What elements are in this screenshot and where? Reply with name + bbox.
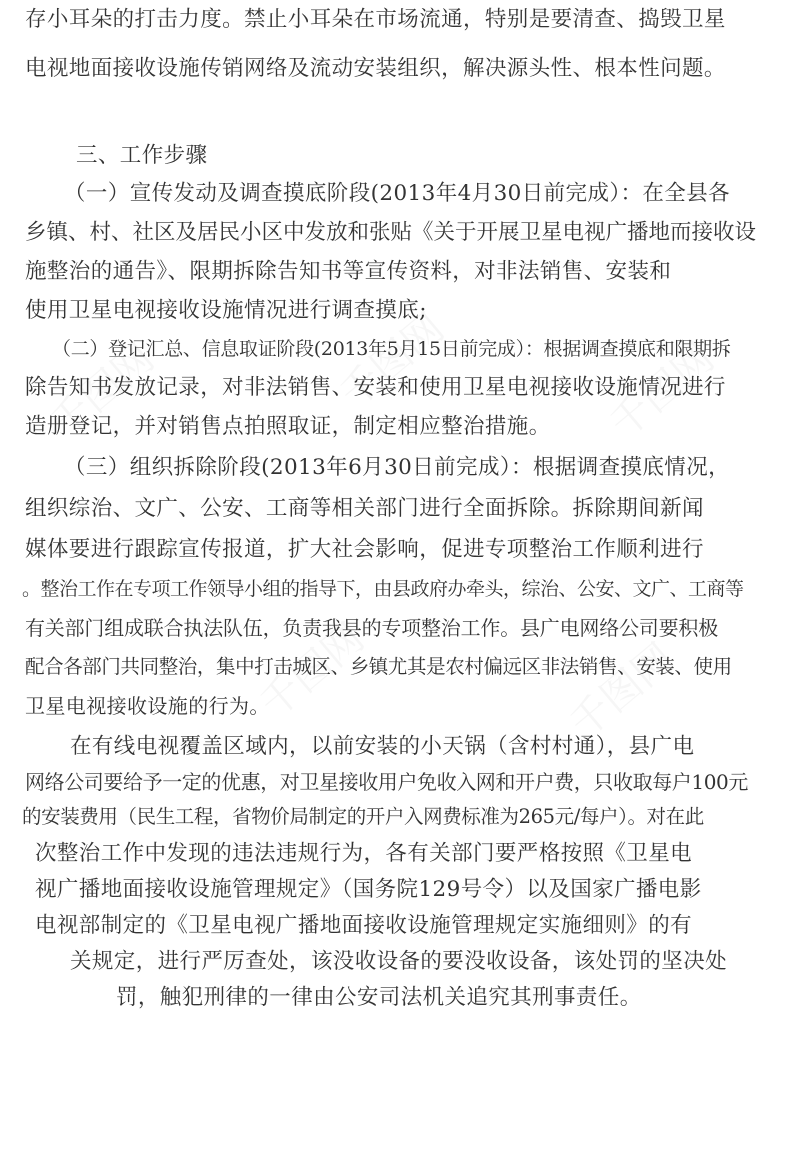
watermark: 千图网 [41, 334, 163, 448]
text-line: 媒体要进行跟踪宣传报道，扩大社会影响，促进专项整治工作顺利进行 [25, 537, 704, 562]
text-line: 存小耳朵的打击力度。禁止小耳朵在市场流通，特别是要清查、捣毁卫星 [25, 7, 726, 32]
text-line: 次整治工作中发现的违法违规行为，各有关部门要严格按照《卫星电 [35, 841, 693, 866]
text-line: 罚，触犯刑律的一律由公安司法机关追究其刑事责任。 [116, 985, 642, 1010]
text-line: 网络公司要给予一定的优惠，对卫星接收用户免收入网和开户费，只收取每户100元 [25, 770, 748, 794]
text-line: 造册登记，并对销售点拍照取证，制定相应整治措施。 [25, 414, 551, 439]
text-line: 关规定，进行严厉查处，该没收设备的要没收设备，该处罚的坚决处 [70, 949, 728, 974]
text-line: 除告知书发放记录，对非法销售、安装和使用卫星电视接收设施情况进行 [25, 375, 726, 400]
text-line: 乡镇、村、社区及居民小区中发放和张贴《关于开展卫星电视广播地而接收设 [25, 220, 757, 245]
text-line: 电视部制定的《卫星电视广播地面接收设施管理规定实施细则》的有 [35, 913, 693, 938]
text-line: （三）组织拆除阶段(2013年6月30日前完成）：根据调查摸底情况， [64, 455, 730, 480]
text-line: 卫星电视接收设施的行为。 [25, 694, 270, 718]
watermark: 千图网 [331, 304, 453, 418]
text-line: 配合各部门共同整治，集中打击城区、乡镇尤其是农村偏远区非法销售、安装、使用 [25, 655, 732, 678]
text-line: 在有线电视覆盖区域内，以前安装的小天锅（含村村通），县广电 [70, 734, 695, 759]
text-line: 视广播地面接收设施管理规定》（国务院129号令）以及国家广播电影 [35, 877, 702, 902]
section-heading: 三、工作步骤 [76, 143, 208, 168]
watermark: 千图网 [251, 614, 373, 728]
text-line: 。整治工作在专项工作领导小组的指导下，由县政府办牵头，综治、公安、文广、工商等 [22, 578, 744, 600]
watermark: 千图网 [601, 334, 723, 448]
text-line: 电视地面接收设施传销网络及流动安装组织，解决源头性、根本性问题。 [25, 56, 726, 81]
text-line: 施整治的通告》、限期拆除告知书等宣传资料，对非法销售、安装和 [25, 259, 672, 284]
text-line: 的安装费用（民生工程，省物价局制定的开户入网费标准为265元/每户）。对在此 [22, 805, 704, 828]
watermark: 千图网 [561, 634, 683, 748]
text-line: 有关部门组成联合执法队伍，负责我县的专项整治工作。县广电网络公司要积极 [25, 616, 718, 640]
text-line: 组织综治、文广、公安、工商等相关部门进行全面拆除。拆除期间新闻 [25, 496, 704, 521]
text-line: （一）宣传发动及调查摸底阶段(2013年4月30日前完成）：在全县各 [64, 181, 730, 206]
text-line: 使用卫星电视接收设施情况进行调查摸底; [25, 298, 427, 323]
text-line: （二）登记汇总、信息取证阶段(2013年5月15日前完成）：根据调查摸底和限期拆 [52, 338, 731, 360]
